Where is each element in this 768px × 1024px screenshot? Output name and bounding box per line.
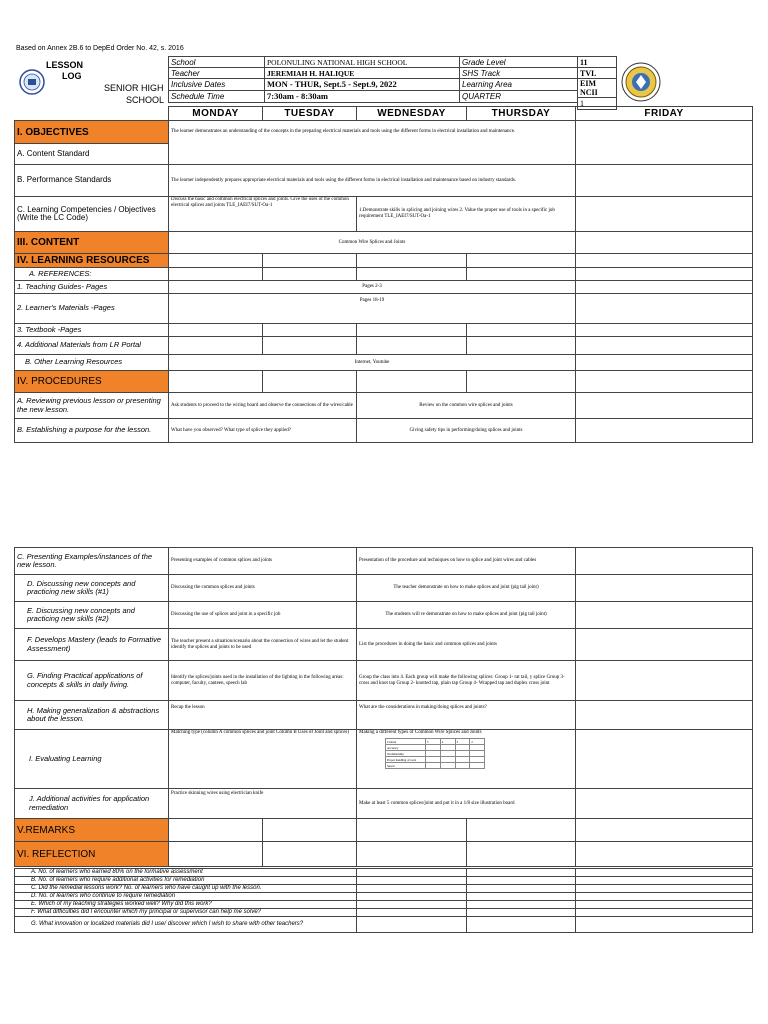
learners-materials-label: 2. Learner's Materials -Pages xyxy=(15,294,169,324)
rubric-row-accuracy: Accuracy xyxy=(386,745,426,751)
schedule-label: Schedule Time xyxy=(169,91,265,103)
rubric-row-workmanship: Workmanship xyxy=(386,751,426,757)
performance-standards-label: B. Performance Standards xyxy=(15,165,169,197)
schedule-value: 7:30am - 8:30am xyxy=(265,91,460,103)
title-log: LOG xyxy=(62,71,82,81)
rubric-col-5: 5 xyxy=(426,739,441,745)
day-tuesday: TUESDAY xyxy=(263,107,357,121)
content-text: Common Wire Splices and Joints xyxy=(169,232,576,254)
rubric-col-3: 3 xyxy=(455,739,470,745)
competencies-left-text: Discuss the basic and common electrical splices and joints. Give the uses of the common electrical splices and joints TLE_IAEI7/SUT-Oa-1 xyxy=(169,197,357,232)
rubric-col-4: 4 xyxy=(440,739,455,745)
mastery-label: F. Develops Mastery (leads to Formative Assessment) xyxy=(15,629,169,661)
mastery-left-text: The teacher present a situation/scenario about the connection of wires and let the student identify the splices and joints to be used xyxy=(169,629,357,661)
dates-label: Inclusive Dates xyxy=(169,79,265,91)
rubric-row-speed: Speed xyxy=(386,763,426,769)
teaching-guides-label: 1. Teaching Guides- Pages xyxy=(15,281,169,294)
establishing-left-text: What have you observed? What type of splice they applied? xyxy=(169,419,357,443)
discussing-2-left-text: Discussing the use of splices and joint in a specific job xyxy=(169,602,357,629)
section-objectives: I. OBJECTIVES xyxy=(15,121,169,144)
remediation-right-text: Make at least 5 common splices/joint and put it in a 1/8 size illustration board xyxy=(357,789,576,819)
rubric-table xyxy=(385,738,485,769)
discussing-2-right-text: The students will re demonstrate on how to make splices and joint (pig tail joint) xyxy=(357,602,576,629)
school-value: POLONULING NATIONAL HIGH SCHOOL xyxy=(265,57,460,68)
school-label: School xyxy=(169,57,265,68)
finding-label: G. Finding Practical applications of concepts & skills in daily living. xyxy=(15,661,169,701)
reflection-item-g: G. What innovation or localized materials did I use/ discover which I wish to share with other teachers? xyxy=(15,917,357,933)
generalization-label: H. Making generalization & abstractions about the lesson. xyxy=(15,701,169,730)
teacher-label: Teacher xyxy=(169,68,265,79)
reflection-item-e: E. Which of my teaching strategies worked well? Why did this work? xyxy=(15,901,357,909)
section-procedures: IV. PROCEDURES xyxy=(15,371,169,393)
discussing-1-right-text: The teacher demonstrate on how to make splices and joint (pig tail joint) xyxy=(357,575,576,602)
header-info-table xyxy=(168,56,578,103)
reflection-item-c: C. Did the remedial lessons work? No. of learners who have caught up with the lesson. xyxy=(15,885,357,893)
basis-note: Based on Annex 2B.6 to DepEd Order No. 42, s. 2016 xyxy=(16,45,184,52)
dates-value: MON - THUR, Sept.5 - Sept.9, 2022 xyxy=(265,79,460,91)
evaluating-label: I. Evaluating Learning xyxy=(15,730,169,789)
quarter-label: QUARTER xyxy=(460,91,578,103)
title-senior-high: SENIOR HIGH xyxy=(104,83,164,93)
finding-left-text: Identify the splices/joints used in the installation of the lighting in the following areas: computer, faculty, canteen, speech lab xyxy=(169,661,357,701)
track-value: TVL xyxy=(578,68,617,79)
content-standard-text: The learner demonstrates an understanding of the concepts in the preparing electrical materials and tools using the different forms in electrical installation and maintenance. xyxy=(169,121,576,165)
remediation-label: J. Additional activities for application remediation xyxy=(15,789,169,819)
content-standard-label: A. Content Standard xyxy=(15,144,169,165)
reflection-item-b: B. No. of learners who require additional activities for remediation xyxy=(15,877,357,885)
day-wednesday: WEDNESDAY xyxy=(357,107,467,121)
competencies-right-text: 1.Demonstrate skills in splicing and joining wires 2. Value the proper use of tools in a specific job requirement TLE_IAEI7/SUT-Oa-1 xyxy=(357,197,576,232)
learners-materials-pages: Pages 18-19 xyxy=(169,294,576,324)
lesson-plan-table-page2 xyxy=(14,547,753,867)
section-content: III. CONTENT xyxy=(15,232,169,254)
discussing-1-label: D. Discussing new concepts and practicing new skills (#1) xyxy=(15,575,169,602)
remediation-left-text: Practice skinning wires using electrician knife xyxy=(169,789,357,819)
title-lesson: LESSON xyxy=(46,60,84,70)
evaluating-left-text: Matching type (column A common splices and joint Column B Uses of Joint and splices) xyxy=(169,730,357,789)
day-monday: MONDAY xyxy=(169,107,263,121)
day-friday: FRIDAY xyxy=(576,107,753,121)
evaluating-right-text: Making a different types of Common Wire Splices and Joints xyxy=(359,730,482,735)
grade-label: Grade Level xyxy=(460,57,578,68)
mastery-right-text: List the procedures in doing the basic and common splices and joints xyxy=(357,629,576,661)
grade-value: 11 xyxy=(578,57,617,68)
reflection-table xyxy=(14,868,753,933)
track-label: SHS Track xyxy=(460,68,578,79)
area-label: Learning Area xyxy=(460,79,578,91)
rubric-row-criteria: Criteria xyxy=(386,739,426,745)
performance-standards-text: The learner independently prepares appropriate electrical materials and tools using the different forms in electrical installation and maintenance based on industry standards. xyxy=(169,165,576,197)
reviewing-label: A. Reviewing previous lesson or presenting the new lesson. xyxy=(15,393,169,419)
other-resources-label: B. Other Learning Resources xyxy=(15,355,169,371)
establishing-right-text: Giving safety tips in performing/doing splices and joints xyxy=(357,419,576,443)
presenting-left-text: Presenting examples of common splices and joints xyxy=(169,548,357,575)
header-values-table xyxy=(577,56,617,110)
rubric-col-2: 2 xyxy=(470,739,485,745)
other-resources-text: Internet, Youtube xyxy=(169,355,576,371)
title-school: SCHOOL xyxy=(126,95,165,105)
competencies-label: C. Learning Competencies / Objectives (Write the LC Code) xyxy=(15,197,169,232)
presenting-label: C. Presenting Examples/instances of the new lesson. xyxy=(15,548,169,575)
additional-materials-label: 4. Additional Materials from LR Portal xyxy=(15,337,169,355)
teaching-guides-pages: Pages 2-3 xyxy=(169,281,576,294)
school-seal-icon xyxy=(620,61,662,103)
lesson-plan-table-page1 xyxy=(14,106,753,443)
finding-right-text: Group the class into 4. Each group will make the following splices: Group 1- rat tail, y splice Group 3- cross and knot tap Group 2- knotted tap, plain tap Group 4- Wrapped tap and duplex cross joint xyxy=(357,661,576,701)
presenting-right-text: Presentation of the procedure and techniques on how to splice and joint wires and cables xyxy=(357,548,576,575)
references-label: A. REFERENCES: xyxy=(15,268,169,281)
day-thursday: THURSDAY xyxy=(467,107,576,121)
reflection-item-a: A. No. of learners who earned 80% on the formative assessment xyxy=(15,869,357,877)
generalization-right-text: What are the considerations in making/doing splices and joints? xyxy=(357,701,576,730)
section-reflection: VI. REFLECTION xyxy=(15,842,169,867)
rubric-row-tools: Proper handling of tools xyxy=(386,757,426,763)
discussing-2-label: E. Discussing new concepts and practicing new skills (#2) xyxy=(15,602,169,629)
section-remarks: V.REMARKS xyxy=(15,819,169,842)
textbook-label: 3. Textbook -Pages xyxy=(15,324,169,337)
reviewing-right-text: Review on the common wire splices and joints xyxy=(357,393,576,419)
reflection-item-f: F. What difficulties did I encounter which my principal or supervisor can help me solve? xyxy=(15,909,357,917)
area-value: EIM NCII xyxy=(578,79,617,98)
section-learning-resources: IV. LEARNING RESOURCES xyxy=(15,254,169,268)
reviewing-left-text: Ask students to proceed to the wiring board and observe the connections of the wires/cable xyxy=(169,393,357,419)
reflection-item-d: D. No. of learners who continue to require remediation xyxy=(15,893,357,901)
establishing-label: B. Establishing a purpose for the lesson. xyxy=(15,419,169,443)
discussing-1-left-text: Discussing the common splices and joints xyxy=(169,575,357,602)
teacher-value: JEREMIAH H. HALIQUE xyxy=(265,68,460,79)
generalization-left-text: Recap the lesson xyxy=(169,701,357,730)
quarter-value: 1 xyxy=(578,98,617,110)
